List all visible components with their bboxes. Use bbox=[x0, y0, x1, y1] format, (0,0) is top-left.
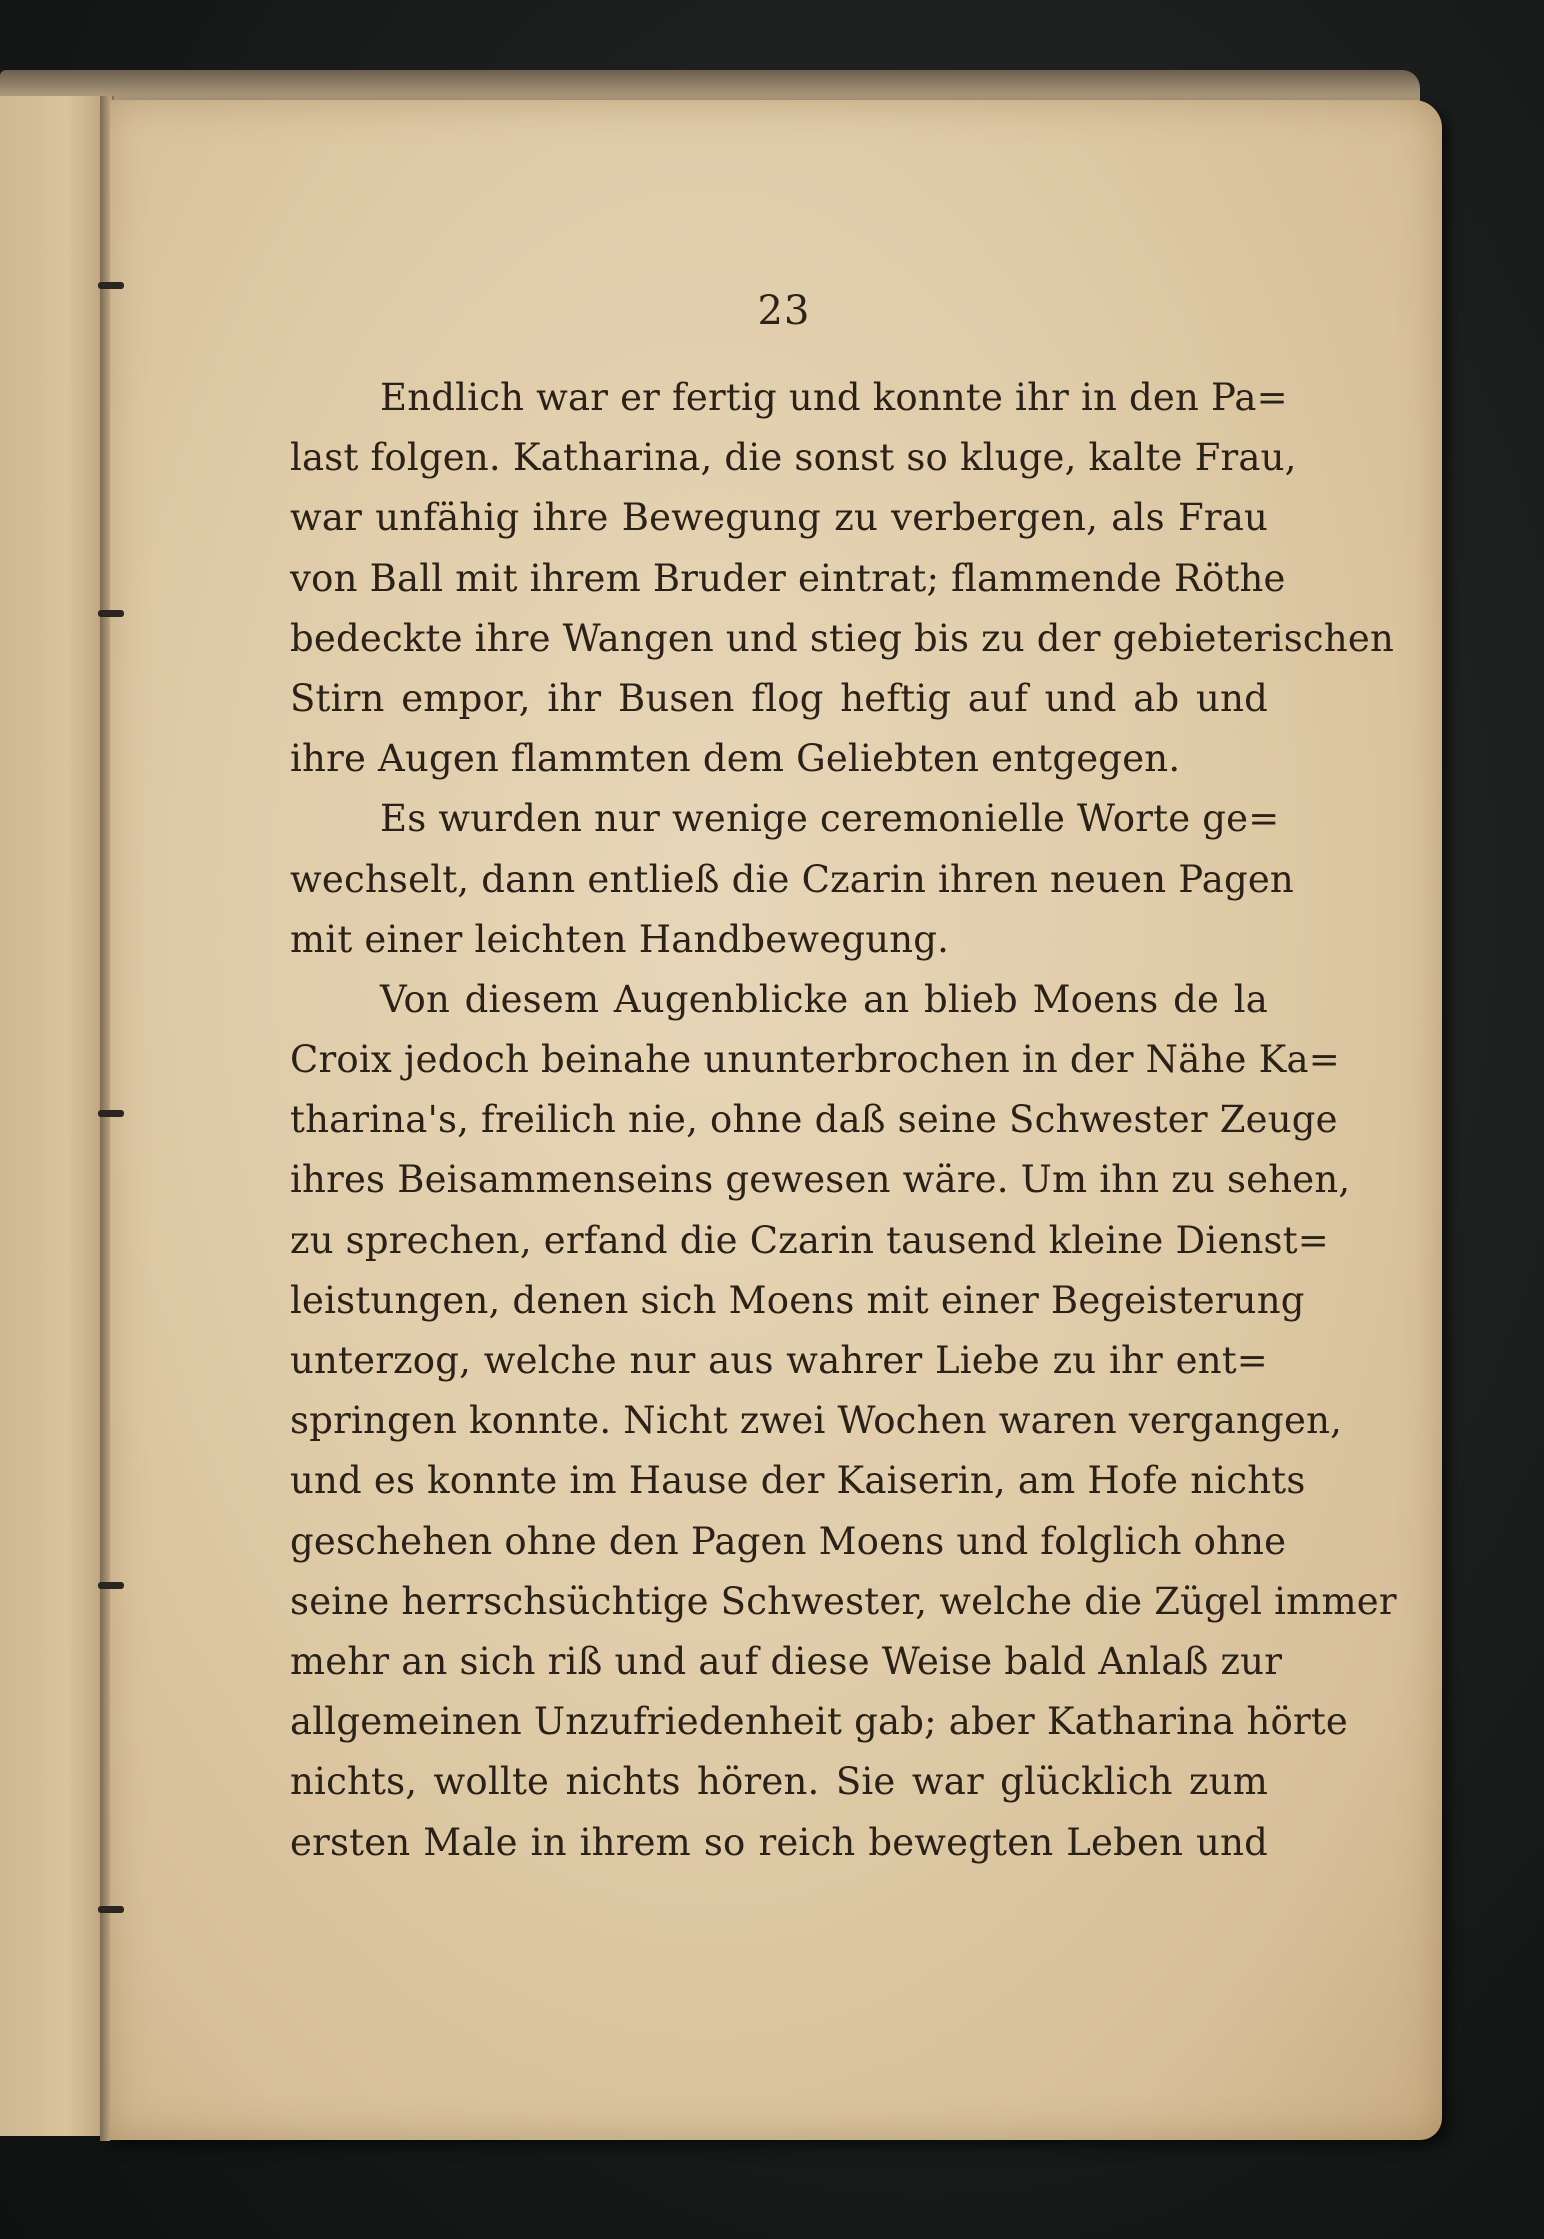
text-line: Croix jedoch beinahe ununterbrochen in der Nähe Ka= bbox=[290, 1038, 1340, 1082]
text-line: mit einer leichten Handbewegung. bbox=[290, 917, 950, 961]
text-line: war unfähig ihre Bewegung zu verbergen, als Frau bbox=[290, 496, 1268, 540]
text-line: leistungen, denen sich Moens mit einer Begeisterung bbox=[290, 1278, 1305, 1322]
text-line: ihre Augen flammten dem Geliebten entgegen. bbox=[290, 737, 1181, 781]
text-line: last folgen. Katharina, die sonst so kluge, kalte Frau, bbox=[290, 436, 1297, 480]
text-line: springen konnte. Nicht zwei Wochen waren vergangen, bbox=[290, 1399, 1343, 1443]
text-line: tharina's, freilich nie, ohne daß seine Schwester Zeuge bbox=[290, 1098, 1338, 1142]
text-line: seine herrschsüchtige Schwester, welche die Zügel immer bbox=[290, 1579, 1397, 1623]
text-line: wechselt, dann entließ die Czarin ihren neuen Pagen bbox=[290, 857, 1294, 901]
text-line: von Ball mit ihrem Bruder eintrat; flammende Röthe bbox=[290, 556, 1286, 600]
text-line: bedeckte ihre Wangen und stieg bis zu der gebieterischen bbox=[290, 616, 1394, 660]
text-line: Von diesem Augenblicke an blieb Moens de la bbox=[380, 977, 1268, 1021]
text-line: unterzog, welche nur aus wahrer Liebe zu ihr ent= bbox=[290, 1339, 1268, 1382]
book-spine bbox=[100, 96, 110, 2141]
text-line: Stirn empor, ihr Busen flog heftig auf und ab und bbox=[290, 676, 1268, 720]
text-line: ersten Male in ihrem so reich bewegten Leben und bbox=[290, 1820, 1268, 1864]
text-line: nichts, wollte nichts hören. Sie war glücklich zum bbox=[290, 1760, 1268, 1804]
text-line: allgemeinen Unzufriedenheit gab; aber Katharina hörte bbox=[290, 1700, 1349, 1744]
text-line: ihres Beisammenseins gewesen wäre. Um ihn zu sehen, bbox=[290, 1158, 1351, 1202]
text-line: zu sprechen, erfand die Czarin tausend kleine Dienst= bbox=[290, 1218, 1329, 1262]
page-number: 23 bbox=[757, 288, 811, 334]
text-line: geschehen ohne den Pagen Moens und folglich ohne bbox=[290, 1519, 1287, 1563]
text-line: Endlich war er fertig und konnte ihr in den Pa= bbox=[380, 376, 1288, 419]
binding-stitch bbox=[98, 1906, 124, 1913]
binding-stitch bbox=[98, 1110, 124, 1117]
body-text bbox=[290, 368, 1397, 1873]
binding-stitch bbox=[98, 610, 124, 617]
left-page-edge bbox=[0, 96, 114, 2136]
text-line: Es wurden nur wenige ceremonielle Worte ge= bbox=[380, 797, 1280, 841]
binding-stitch bbox=[98, 1582, 124, 1589]
text-line: mehr an sich riß und auf diese Weise bald Anlaß zur bbox=[290, 1639, 1283, 1683]
text-line: und es konnte im Hause der Kaiserin, am Hofe nichts bbox=[290, 1459, 1306, 1503]
